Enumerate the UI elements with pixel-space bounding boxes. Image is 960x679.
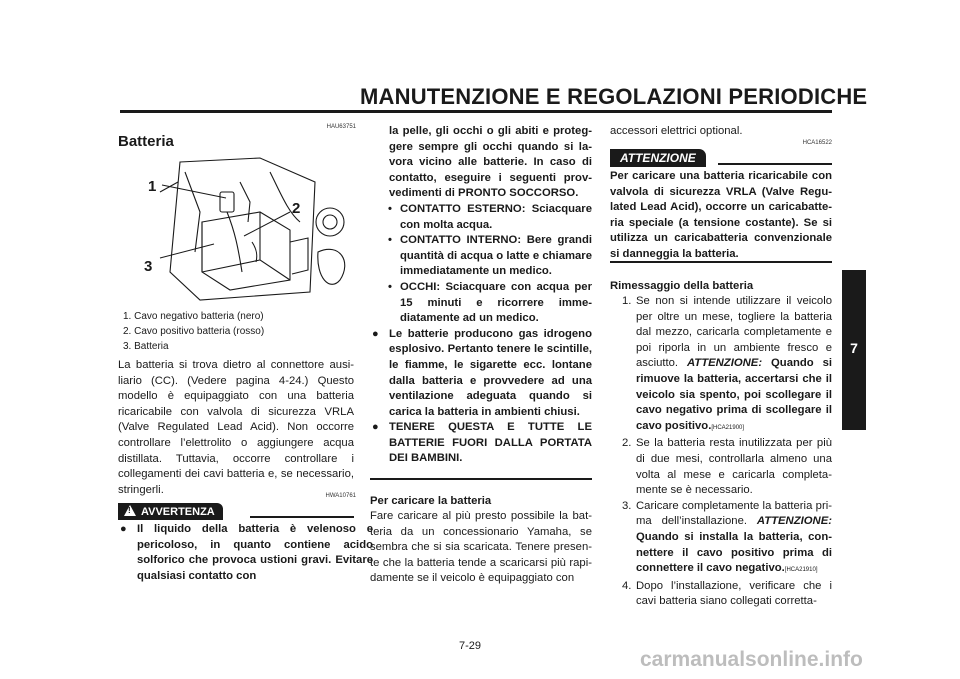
chapter-tab-label: 7: [850, 340, 858, 356]
warning-bullet: [118, 522, 373, 584]
caution-badge: ATTENZIONE: [610, 149, 706, 167]
col3-continuation: accessori elettrici optional.: [610, 125, 743, 137]
warning-bullet-text: Il liquido della batteria è velenoso e pericoloso, in quanto contiene acido solforico che provoca ustioni gravi. Evitare qualsiasi contatto con: [137, 523, 373, 582]
header-rule: [120, 110, 832, 113]
section-code: HAU63751: [326, 124, 356, 130]
caution-code: HCA16522: [802, 140, 832, 146]
figure-callout-2: 2: [292, 200, 301, 217]
figure-callout-3: 3: [144, 258, 153, 275]
warning-subitem: • CONTATTO INTERNO: Bere grandi quantità di acqua o latte e chiamare immediatamente un medico.: [388, 234, 592, 278]
section-heading-batteria: Batteria: [118, 133, 174, 150]
battery-illustration: [140, 152, 360, 307]
caption-item: 3. Batteria: [123, 341, 169, 352]
caution-header: [610, 149, 706, 167]
caution-end-rule: [610, 261, 832, 263]
caption-item: 1. Cavo negativo batteria (nero): [123, 311, 264, 322]
warning-bullet: ● TENERE QUESTA E TUTTE LE BATTERIE FUORI DALLA PORTATA DEI BAMBINI.: [372, 421, 592, 465]
storage-list: [610, 294, 832, 610]
caption-item: 2. Cavo positivo batteria (rosso): [123, 326, 265, 337]
page-number: 7-29: [458, 640, 482, 652]
col2-warning-content: [370, 124, 592, 467]
warning-code: HWA10761: [325, 493, 356, 499]
page-header-title: MANUTENZIONE E REGOLAZIONI PERIODICHE: [360, 84, 868, 109]
warning-end-rule: [370, 478, 592, 480]
warning-continuation: la pelle, gli occhi o gli abiti e proteggere sempre gli occhi quando si lavora vicino alle batterie. In caso di contatto, eseguire i seguenti provvedimenti di PRONTO SOCCORSO.: [389, 125, 592, 200]
warning-bullet: ● Le batterie producono gas idrogeno esplosivo. Pertanto tenere le scintille, le fiamme, le sigarette ecc. lontane dalla batteria e provvedere ad una ventilazione adeguata quando si carica la batteria in ambienti chiusi.: [372, 327, 592, 418]
warning-rule: [250, 516, 354, 518]
storage-step: 4. Dopo l’installazione, verificare che i cavi batteria siano collegati corretta-: [622, 579, 832, 608]
figure-captions: [123, 309, 353, 354]
caution-text: Per caricare una batteria ricaricabile con valvola di sicurezza VRLA (Valve Regulated Lead Acid), occorre un caricabatteria speciale (a tensione costante). Se si utilizza un caricabatteria convenzionale si danneggia la batteria.: [610, 170, 832, 260]
warning-triangle-icon: [124, 505, 136, 516]
warning-badge: [118, 503, 223, 520]
charge-text: Fare caricare al più presto possibile la batteria da un concessionario Yamaha, se sembra che si sia scaricata. Tenere presente che la batteria tende a scaricarsi più rapidamente se il veicolo è equipaggiato con: [370, 510, 592, 585]
figure-callout-1: 1: [148, 178, 157, 195]
bullet-dot-icon: ●: [372, 421, 379, 434]
caution-rule: [718, 163, 832, 165]
storage-heading: Rimessaggio della batteria: [610, 280, 754, 292]
chapter-tab: [842, 270, 866, 430]
battery-figure: [140, 152, 360, 307]
warning-label: AVVERTENZA: [141, 506, 215, 518]
storage-step: 3. Caricare completamente la batteria prima dell’installazione. ATTENZIONE: Quando si installa la batteria, connettere il cavo positivo prima di connettere il cavo negativo.[HCA21910]: [622, 499, 832, 575]
storage-step: 2. Se la batteria resta inutilizzata per più di due mesi, controllarla almeno una volta al mese e caricarla completamente se è necessario.: [622, 437, 832, 497]
battery-description: La batteria si trova dietro al connettore ausiliario (CC). (Vedere pagina 4-24.) Questo modello è equipaggiato con una batteria ricaricabile con valvola di sicurezza VRLA (Valve Regulated Lead Acid). Non occorre controllare l’elettrolito o aggiungere acqua distillata. Tuttavia, occorre controllare i collegamenti dei cavi batteria e, se necessario, stringerli.: [118, 359, 354, 496]
storage-step: 1. Se non si intende utilizzare il veicolo per oltre un mese, togliere la batteria dal mezzo, caricarla completamente e poi riporla in un ambiente fresco e asciutto. ATTENZIONE: Quando si rimuove la batteria, accertarsi che il veicolo sia spento, poi scollegare il cavo negativo prima di scollegare il cavo positivo.[HCA21900]: [622, 295, 832, 432]
bullet-dot-icon: ●: [120, 523, 127, 535]
bullet-dot-icon: ●: [372, 327, 379, 340]
warning-subitem: • CONTATTO ESTERNO: Sciacquare con molta acqua.: [388, 202, 592, 231]
watermark: carmanualsonline.info: [640, 648, 863, 671]
warning-subitem: • OCCHI: Sciacquare con acqua per 15 minuti e ricorrere immediatamente ad un medico.: [388, 280, 592, 325]
charge-heading: Per caricare la batteria: [370, 495, 492, 507]
